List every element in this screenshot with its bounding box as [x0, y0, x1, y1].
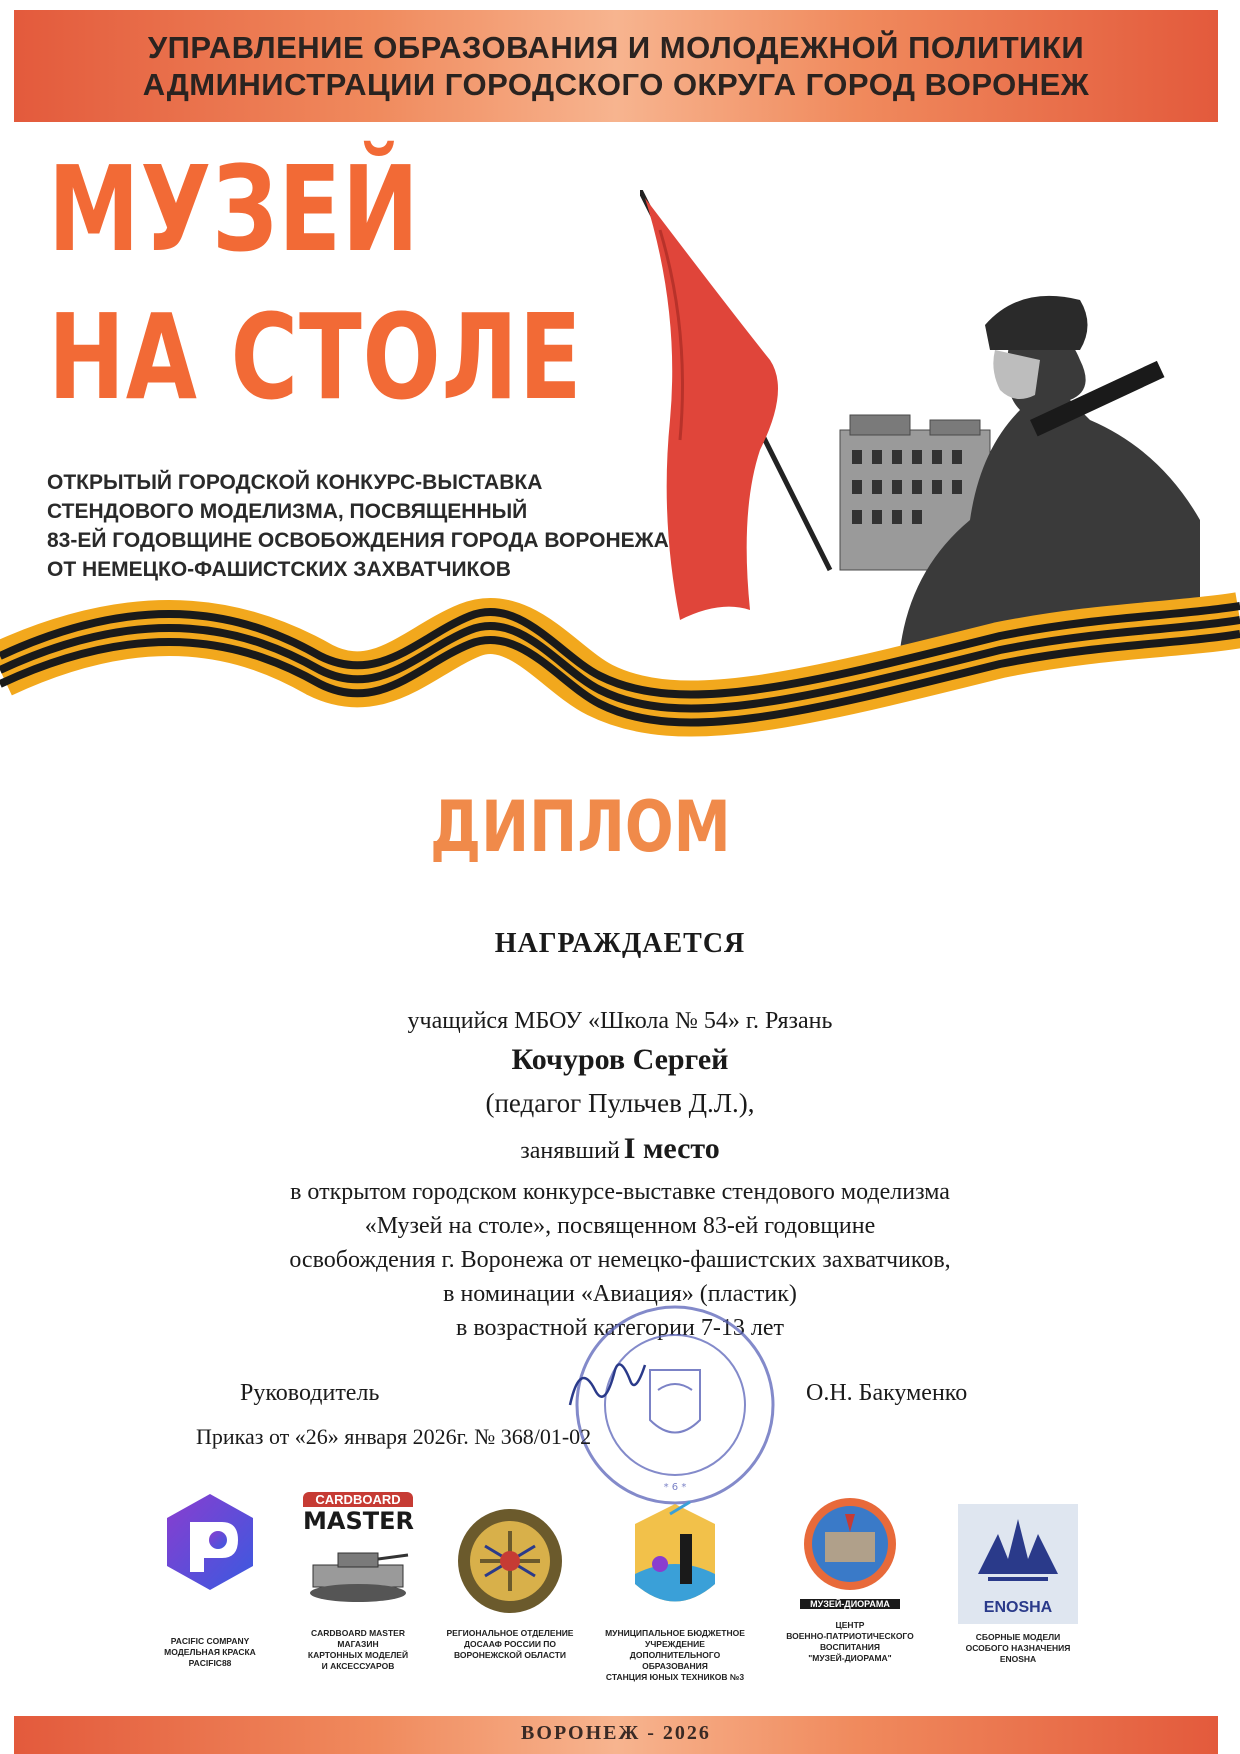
- description-line-1: в открытом городском конкурсе-выставке стендового моделизма: [290, 1179, 950, 1205]
- dosaaf-logo: [455, 1506, 565, 1616]
- dosaaf-caption: РЕГИОНАЛЬНОЕ ОТДЕЛЕНИЕ ДОСААФ РОССИИ ПО ВОРОНЕЖСКОЙ ОБЛАСТИ: [446, 1628, 574, 1660]
- awarded-heading: НАГРАЖДАЕТСЯ: [494, 928, 746, 959]
- student-name: Кочуров Сергей: [511, 1043, 729, 1076]
- cardboard-master-caption: CARDBOARD MASTER МАГАЗИН КАРТОННЫХ МОДЕЛЕЙ И АКСЕССУАРОВ: [307, 1628, 409, 1671]
- description-line-5: в возрастной категории 7-13 лет: [456, 1315, 784, 1341]
- diploma-heading: ДИПЛОМ: [430, 786, 731, 868]
- header-line-1: УПРАВЛЕНИЕ ОБРАЗОВАНИЯ И МОЛОДЕЖНОЙ ПОЛИТИКИ: [147, 30, 1085, 65]
- pacific-caption: PACIFIC COMPANY МОДЕЛЬНАЯ КРАСКА PACIFIC88: [164, 1636, 256, 1668]
- st-george-ribbon: [0, 590, 1240, 770]
- description-line-4: в номинации «Авиация» (пластик): [443, 1281, 797, 1307]
- museum-diorama-caption: ЦЕНТР ВОЕННО-ПАТРИОТИЧЕСКОГО ВОСПИТАНИЯ "МУЗЕЙ-ДИОРАМА": [786, 1620, 914, 1663]
- place-value: I место: [623, 1132, 720, 1165]
- title-line-1: МУЗЕЙ: [48, 140, 420, 278]
- description-line-3: освобождения г. Воронежа от немецко-фашистских захватчиков,: [289, 1247, 951, 1273]
- enosha-logo: ENOSHA: [958, 1504, 1078, 1624]
- museum-diorama-logo: МУЗЕЙ-ДИОРАМА: [790, 1494, 910, 1618]
- subtitle-line-3: 83-ЕЙ ГОДОВЩИНЕ ОСВОБОЖДЕНИЯ ГОРОДА ВОРОНЕЖА: [47, 529, 669, 552]
- footer-band: [14, 1716, 1218, 1754]
- subtitle-line-4: ОТ НЕМЕЦКО-ФАШИСТСКИХ ЗАХВАТЧИКОВ: [47, 558, 511, 581]
- enosha-caption: СБОРНЫЕ МОДЕЛИ ОСОБОГО НАЗНАЧЕНИЯ ENOSHA: [965, 1632, 1071, 1664]
- student-school: учащийся МБОУ «Школа № 54» г. Рязань: [407, 1008, 833, 1034]
- handwritten-signature: [560, 1350, 650, 1420]
- pacific-logo: [160, 1492, 260, 1592]
- header-line-2: АДМИНИСТРАЦИИ ГОРОДСКОГО ОКРУГА ГОРОД ВОРОНЕЖ: [142, 67, 1090, 102]
- contest-subtitle: [47, 468, 669, 584]
- cardboard-master-logo: CARDBOARD MASTER: [303, 1492, 413, 1622]
- svg-text:* 6 *: * 6 *: [663, 1482, 687, 1493]
- signature-name: О.Н. Бакуменко: [806, 1380, 968, 1406]
- footer-text: ВОРОНЕЖ - 2026: [521, 1722, 711, 1744]
- station-logo: [620, 1494, 730, 1624]
- subtitle-line-1: ОТКРЫТЫЙ ГОРОДСКОЙ КОНКУРС-ВЫСТАВКА: [47, 471, 543, 494]
- place-line: [0, 1132, 1240, 1166]
- place-prefix: занявший: [520, 1138, 620, 1164]
- station-caption: МУНИЦИПАЛЬНОЕ БЮДЖЕТНОЕ УЧРЕЖДЕНИЕ ДОПОЛНИТЕЛЬНОГО ОБРАЗОВАНИЯ СТАНЦИЯ ЮНЫХ ТЕХНИКОВ №3: [605, 1628, 745, 1682]
- title-line-2: НА СТОЛЕ: [48, 288, 583, 426]
- signature-role: Руководитель: [240, 1380, 380, 1406]
- header-band: [14, 10, 1218, 122]
- description-line-2: «Музей на столе», посвященном 83-ей годовщине: [364, 1213, 876, 1239]
- subtitle-line-2: СТЕНДОВОГО МОДЕЛИЗМА, ПОСВЯЩЕННЫЙ: [47, 500, 528, 523]
- order-reference: Приказ от «26» января 2026г. № 368/01-02: [196, 1424, 592, 1449]
- teacher-name: (педагог Пульчев Д.Л.),: [485, 1088, 755, 1118]
